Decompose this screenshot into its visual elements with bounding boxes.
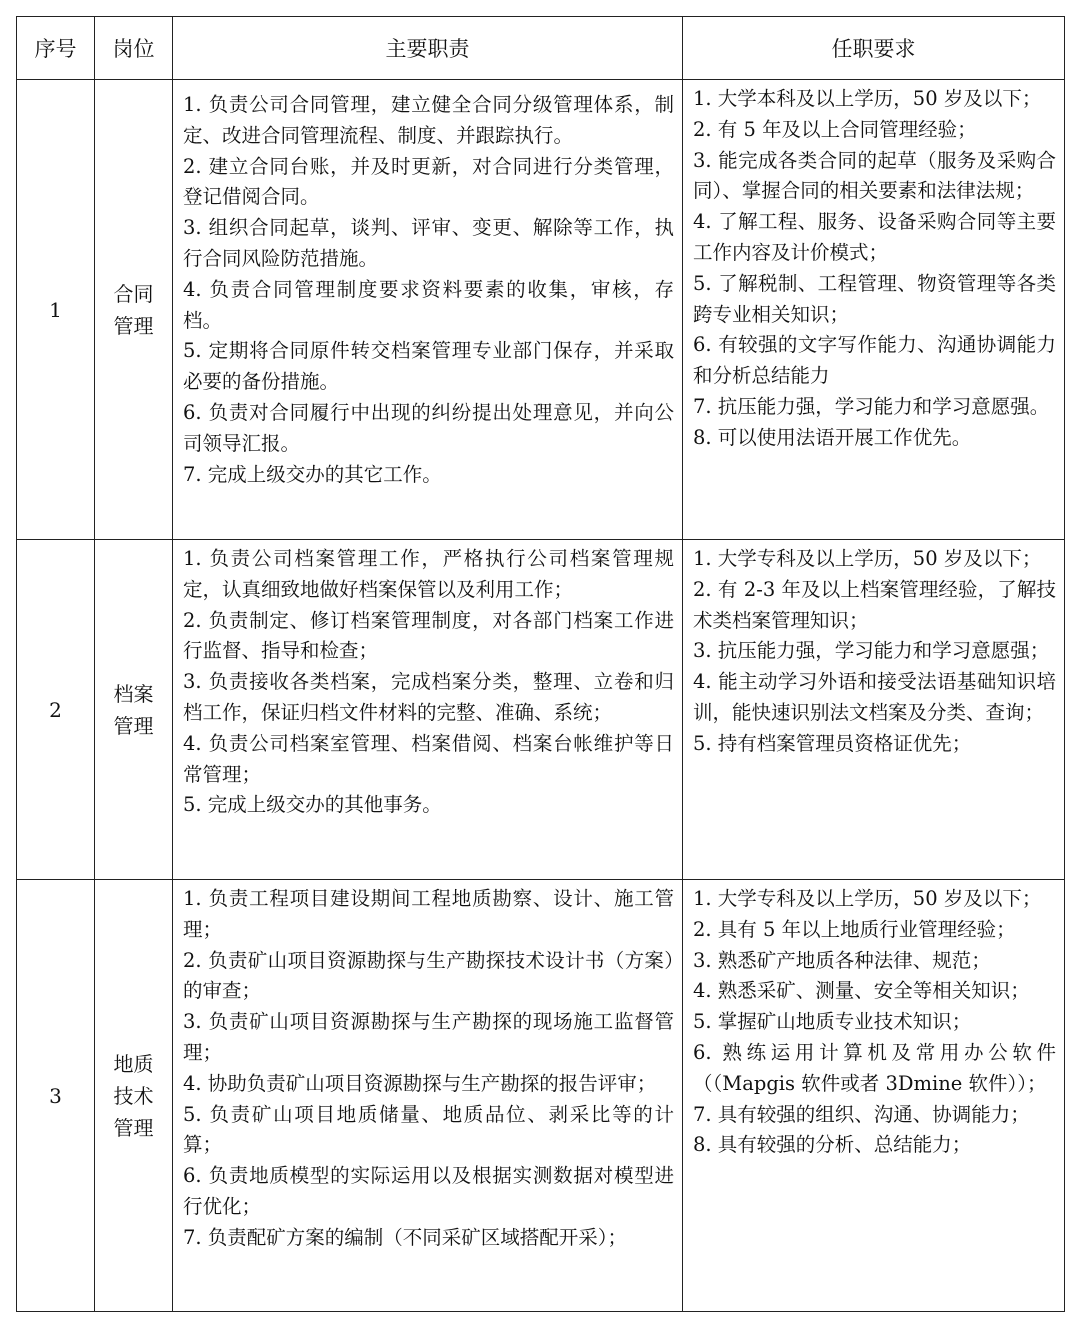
duty-item: 5. 负责矿山项目地质储量、地质品位、剥采比等的计算； [183, 1102, 674, 1157]
duty-item: 1. 负责公司合同管理，建立健全合同分级管理体系，制定、改进合同管理流程、制度、并跟踪执行。 [183, 93, 674, 147]
requirement-item: 8. 可以使用法语开展工作优先。 [693, 425, 972, 449]
requirement-item: 3. 能完成各类合同的起草（服务及采购合同）、掌握合同的相关要素和法律法规； [693, 148, 1056, 203]
position-name: 地质技术管理 [113, 1051, 154, 1140]
requirements-cell [683, 880, 1065, 1312]
duty-item: 3. 负责矿山项目资源勘探与生产勘探的现场施工监督管理； [183, 1010, 674, 1064]
requirement-item: 5. 了解税制、工程管理、物资管理等各类跨专业相关知识； [693, 271, 1056, 326]
requirement-item: 6. 熟练运用计算机及常用办公软件（（Mapgis 软件或者 3Dmine 软件））； [693, 1040, 1056, 1095]
duty-item: 6. 负责地质模型的实际运用以及根据实测数据对模型进行优化； [183, 1164, 674, 1218]
duty-item: 5. 定期将合同原件转交档案管理专业部门保存，并采取必要的备份措施。 [183, 339, 674, 394]
requirement-item: 3. 抗压能力强，学习能力和学习意愿强； [693, 639, 1050, 663]
requirement-item: 1. 大学专科及以上学历，50 岁及以下； [693, 547, 1042, 570]
duty-item: 7. 完成上级交办的其它工作。 [183, 462, 442, 486]
header-position: 岗位 [95, 17, 173, 80]
duties-cell [173, 540, 683, 880]
job-requirements-table [16, 16, 1065, 1312]
row-number: 1 [17, 80, 95, 540]
requirement-item: 2. 有 5 年及以上合同管理经验； [693, 117, 977, 141]
requirement-item: 1. 大学本科及以上学历，50 岁及以下； [693, 87, 1042, 110]
requirement-item: 8. 具有较强的分析、总结能力； [693, 1133, 972, 1157]
requirement-item: 1. 大学专科及以上学历，50 岁及以下； [693, 887, 1042, 910]
duties-cell [173, 80, 683, 540]
table-row [17, 880, 1065, 1312]
header-duties: 主要职责 [173, 17, 683, 80]
requirement-item: 5. 掌握矿山地质专业技术知识； [693, 1010, 972, 1034]
position-cell [95, 540, 173, 880]
requirement-item: 6. 有较强的文字写作能力、沟通协调能力和分析总结能力 [693, 333, 1056, 388]
position-name: 档案管理 [113, 681, 154, 738]
duty-item: 4. 协助负责矿山项目资源勘探与生产勘探的报告评审； [183, 1071, 657, 1095]
duty-item: 4. 负责合同管理制度要求资料要素的收集，审核，存档。 [183, 277, 674, 332]
requirements-cell [683, 540, 1065, 880]
duty-item: 2. 负责制定、修订档案管理制度，对各部门档案工作进行监督、指导和检查； [183, 608, 674, 663]
position-name: 合同管理 [113, 281, 154, 338]
table-row [17, 80, 1065, 540]
requirement-item: 7. 抗压能力强，学习能力和学习意愿强。 [693, 394, 1050, 418]
duty-item: 3. 组织合同起草，谈判、评审、变更、解除等工作，执行合同风险防范措施。 [183, 216, 674, 270]
row-number: 2 [17, 540, 95, 880]
header-row [17, 17, 1065, 80]
requirement-item: 4. 了解工程、服务、设备采购合同等主要工作内容及计价模式； [693, 210, 1056, 264]
duty-item: 5. 完成上级交办的其他事务。 [183, 793, 442, 817]
position-cell [95, 80, 173, 540]
job-table-page [16, 16, 1064, 1312]
duty-item: 7. 负责配矿方案的编制（不同采矿区域搭配开采）； [183, 1225, 628, 1249]
duties-cell [173, 880, 683, 1312]
requirement-item: 4. 能主动学习外语和接受法语基础知识培训，能快速识别法文档案及分类、查询； [693, 670, 1056, 724]
row-number: 3 [17, 880, 95, 1312]
requirement-item: 2. 具有 5 年以上地质行业管理经验； [693, 917, 1016, 941]
duty-item: 1. 负责公司档案管理工作，严格执行公司档案管理规定，认真细致地做好档案保管以及利用工作； [183, 547, 674, 601]
requirement-item: 2. 有 2-3 年及以上档案管理经验，了解技术类档案管理知识； [693, 577, 1056, 632]
requirement-item: 3. 熟悉矿产地质各种法律、规范； [693, 948, 991, 972]
duty-item: 2. 建立合同台账，并及时更新，对合同进行分类管理，登记借阅合同。 [183, 154, 674, 209]
duty-item: 2. 负责矿山项目资源勘探与生产勘探技术设计书（方案）的审查； [183, 948, 674, 1003]
requirement-item: 7. 具有较强的组织、沟通、协调能力； [693, 1102, 1030, 1126]
duty-item: 1. 负责工程项目建设期间工程地质勘察、设计、施工管理； [183, 887, 674, 941]
requirement-item: 4. 熟悉采矿、测量、安全等相关知识； [693, 979, 1030, 1003]
requirements-cell [683, 80, 1065, 540]
header-requirements: 任职要求 [683, 17, 1065, 80]
position-cell [95, 880, 173, 1312]
requirement-item: 5. 持有档案管理员资格证优先； [693, 731, 972, 755]
duty-item: 3. 负责接收各类档案，完成档案分类，整理、立卷和归档工作，保证归档文件材料的完整、准确、系统； [183, 670, 674, 724]
duty-item: 4. 负责公司档案室管理、档案借阅、档案台帐维护等日常管理； [183, 731, 674, 786]
table-row [17, 540, 1065, 880]
duty-item: 6. 负责对合同履行中出现的纠纷提出处理意见，并向公司领导汇报。 [183, 400, 674, 455]
header-no: 序号 [17, 17, 95, 80]
